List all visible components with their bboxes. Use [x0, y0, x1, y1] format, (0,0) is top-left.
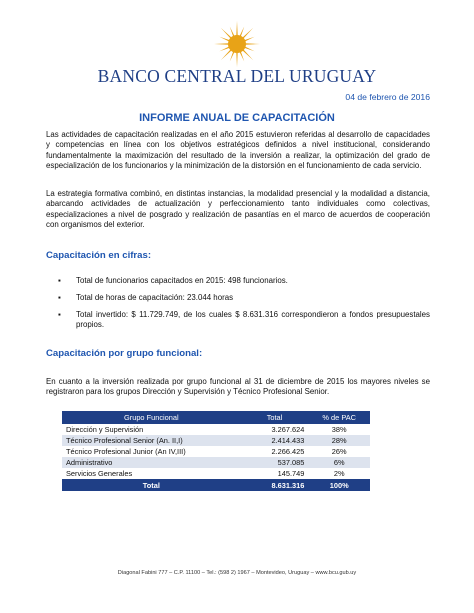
column-header: Grupo Funcional: [62, 411, 241, 424]
group-name-cell: Técnico Profesional Junior (An IV,III): [66, 447, 186, 456]
percent-cell: 26%: [331, 447, 347, 456]
bullet-icon: ▪: [58, 276, 61, 285]
bank-name: BANCO CENTRAL DEL URUGUAY: [97, 66, 377, 86]
total-cell: 2.266.425: [271, 447, 305, 456]
figures-heading: Capacitación en cifras:: [46, 250, 152, 261]
list-item: [58, 310, 430, 331]
percent-cell: 2%: [333, 469, 345, 478]
table-header-row: [62, 411, 370, 424]
total-value: 8.631.316: [241, 479, 309, 491]
report-date: 04 de febrero de 2016: [345, 92, 430, 102]
strategy-paragraph: La estrategia formativa combinó, en distintas instancias, la modalidad presencial y la modalidad a distancia, abarcando actividades de actualización y perfeccionamiento tanto individuales como colectivas, especializaciones a nivel de posgrado y realización de pasantías en el marco de acuerdos de cooperación con organismos del exterior.: [46, 189, 430, 229]
group-name-cell: Administrativo: [66, 458, 113, 467]
list-item: [58, 276, 430, 286]
total-cell: 3.267.624: [271, 425, 305, 434]
group-investment-table: [62, 411, 370, 491]
bullet-text: Total de horas de capacitación: 23.044 horas: [76, 293, 234, 302]
group-name-cell: Servicios Generales: [66, 469, 133, 478]
table-row: [62, 446, 370, 457]
group-name-cell: Técnico Profesional Senior (An. II,I): [66, 436, 183, 445]
bullet-icon: ▪: [58, 310, 61, 319]
table-row: [62, 435, 370, 446]
total-cell: 537.085: [277, 458, 305, 467]
total-cell: 145.749: [277, 469, 305, 478]
table-row: [62, 424, 370, 435]
percent-cell: 28%: [331, 436, 347, 445]
footer-address: Diagonal Fabini 777 – C.P. 11100 – Tel.: (598 2) 1967 – Montevideo, Uruguay – www.bcu.gub.uy: [117, 570, 357, 576]
list-item: [58, 293, 430, 303]
intro-paragraph: Las actividades de capacitación realizadas en el año 2015 estuvieron referidas al desarrollo de capacidades y competencias en línea con los objetivos estratégicos definidos a nivel institucional, considerando fundamentalmente la maximización del resultado de la inversión a realizar, la optimización del grado de especialización de los funcionarios y la minimización de la distorsión en el funcionamiento de cada servicio.: [46, 130, 430, 170]
bullet-text: Total invertido: $ 11.729.749, de los cuales $ 8.631.316 correspondieron a fondos presupuestales propios.: [76, 310, 430, 330]
group-name-cell: Dirección y Supervisión: [66, 425, 144, 434]
group-intro-paragraph: En cuanto a la inversión realizada por grupo funcional al 31 de diciembre de 2015 los mayores niveles se registraron para los grupos Dirección y Supervisión y Técnico Profesional Senior.: [46, 377, 430, 397]
report-title: INFORME ANUAL DE CAPACITACIÓN: [139, 112, 335, 124]
percent-cell: 6%: [333, 458, 345, 467]
total-cell: 2.414.433: [271, 436, 305, 445]
table-row: [62, 457, 370, 468]
percent-cell: 38%: [331, 425, 347, 434]
table-row: [62, 468, 370, 479]
total-percent: 100%: [308, 479, 370, 491]
table-total-row: [62, 479, 370, 491]
bullet-list: [58, 276, 430, 286]
column-header: % de PAC: [308, 411, 370, 424]
bullet-list: [58, 293, 430, 303]
sun-emblem-icon: [213, 20, 261, 68]
column-header: Total: [241, 411, 309, 424]
total-label: Total: [62, 479, 241, 491]
group-heading: Capacitación por grupo funcional:: [46, 348, 203, 359]
bullet-icon: ▪: [58, 293, 61, 302]
bullet-list: [58, 310, 430, 331]
bullet-text: Total de funcionarios capacitados en 2015: 498 funcionarios.: [76, 276, 288, 285]
